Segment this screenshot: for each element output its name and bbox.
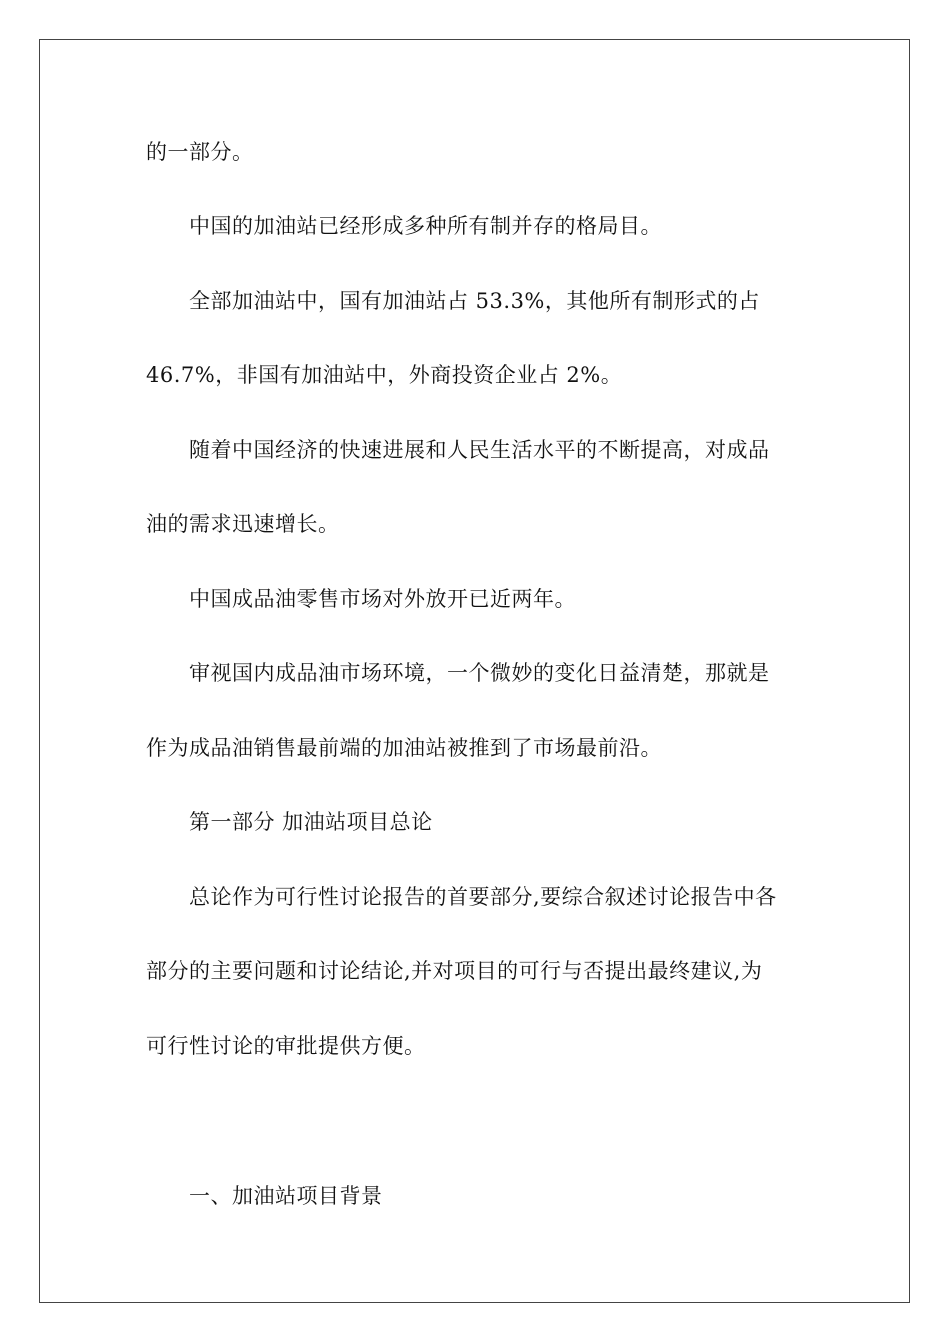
paragraph-line: 部分的主要问题和讨论结论,并对项目的可行与否提出最终建议,为: [146, 959, 763, 983]
paragraph-line: 46.7%，非国有加油站中，外商投资企业占 2%。: [146, 363, 623, 387]
paragraph-line: 随着中国经济的快速进展和人民生活水平的不断提高，对成品: [189, 438, 770, 462]
section-heading: 第一部分 加油站项目总论: [189, 810, 433, 834]
paragraph-line: 中国的加油站已经形成多种所有制并存的格局目。: [189, 214, 662, 238]
paragraph-line: 总论作为可行性讨论报告的首要部分,要综合叙述讨论报告中各: [189, 885, 777, 909]
paragraph-line: 审视国内成品油市场环境，一个微妙的变化日益清楚，那就是: [189, 661, 770, 685]
paragraph-line: 全部加油站中，国有加油站占 53.3%，其他所有制形式的占: [189, 289, 760, 313]
paragraph-line: 油的需求迅速增长。: [146, 512, 340, 536]
paragraph-line: 中国成品油零售市场对外放开已近两年。: [189, 587, 576, 611]
subsection-heading: 一、加油站项目背景: [189, 1184, 383, 1208]
paragraph-line: 可行性讨论的审批提供方便。: [146, 1034, 426, 1058]
paragraph-line: 作为成品油销售最前端的加油站被推到了市场最前沿。: [146, 736, 662, 760]
paragraph-line: 的一部分。: [146, 140, 254, 164]
